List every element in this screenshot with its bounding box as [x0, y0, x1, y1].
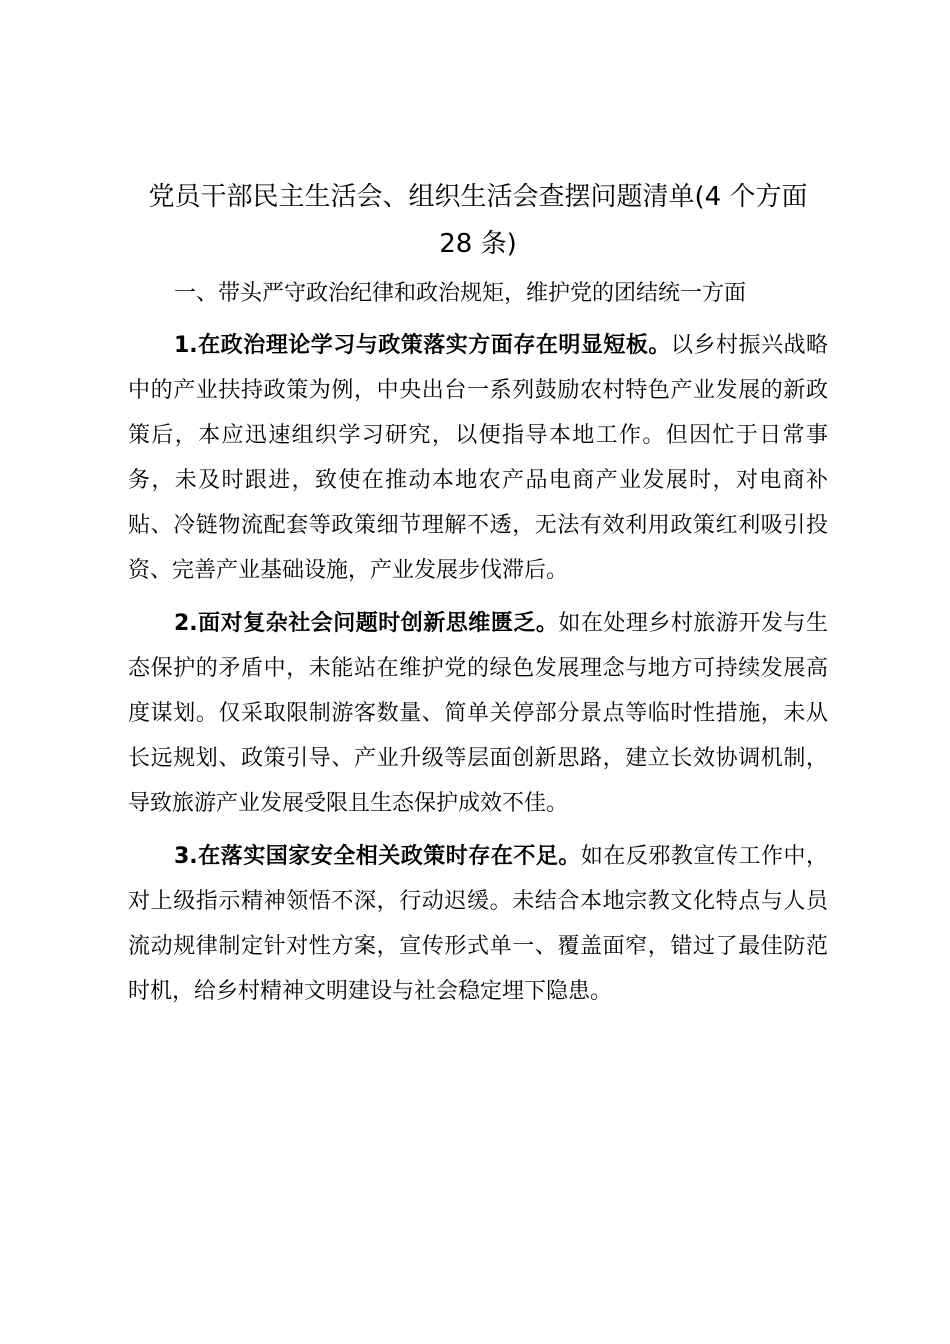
item-body: 以乡村振兴战略中的产业扶持政策为例，中央出台一系列鼓励农村特色产业发展的新政策后，本应迅速组织学习研究，以便指导本地工作。但因忙于日常事务，未及时跟进，致使在推动本地农产品电商产业发展时，对电商补贴、冷链物流配套等政策细节理解不透，无法有效利用政策红利吸引投资、完善产业基础设施，产业发展步伐滞后。 — [128, 333, 828, 583]
item-lead: 2.面对复杂社会问题时创新思维匮乏。 — [174, 611, 559, 636]
item-lead: 1.在政治理论学习与政策落实方面存在明显短板。 — [174, 333, 671, 358]
item-body: 如在反邪教宣传工作中，对上级指示精神领悟不深，行动迟缓。未结合本地宗教文化特点与人员流动规律制定针对性方案，宣传形式单一、覆盖面窄，错过了最佳防范时机，给乡村精神文明建设与社会稳定埋下隐患。 — [128, 844, 828, 1004]
section-heading: 一、带头严守政治纪律和政治规矩，维护党的团结统一方面 — [174, 281, 747, 306]
list-item — [128, 323, 828, 593]
list-item — [128, 601, 828, 826]
list-item — [128, 834, 828, 1014]
document-title: 党员干部民主生活会、组织生活会查摆问题清单(4 个方面 28 条) — [148, 182, 808, 259]
item-lead: 3.在落实国家安全相关政策时存在不足。 — [174, 844, 581, 869]
item-body: 如在处理乡村旅游开发与生态保护的矛盾中，未能站在维护党的绿色发展理念与地方可持续发展高度谋划。仅采取限制游客数量、简单关停部分景点等临时性措施，未从长远规划、政策引导、产业升级等层面创新思路，建立长效协调机制，导致旅游产业发展受限且生态保护成效不佳。 — [128, 611, 828, 816]
document-body — [128, 174, 828, 1014]
